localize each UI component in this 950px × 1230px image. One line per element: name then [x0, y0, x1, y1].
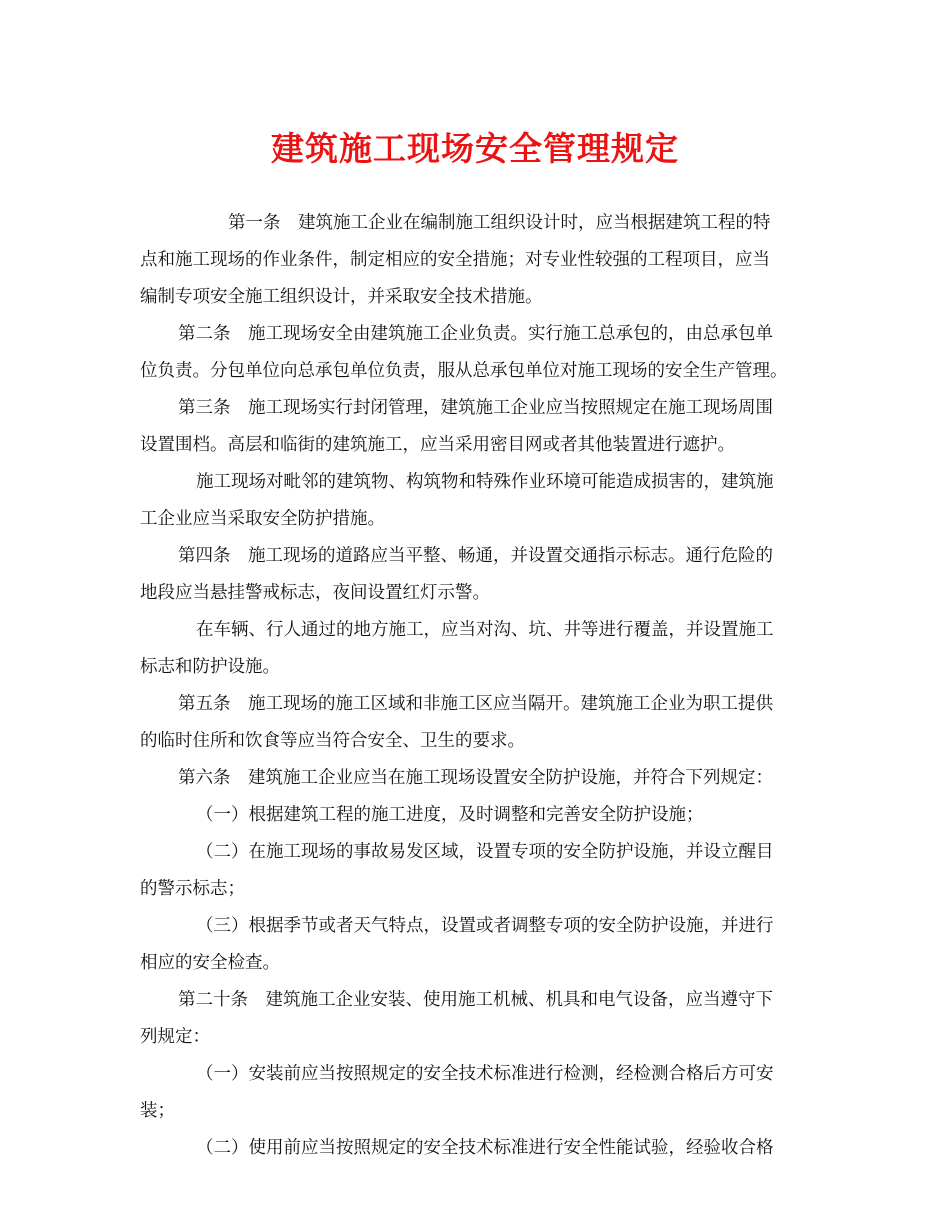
- body-line: 点和施工现场的作业条件，制定相应的安全措施；对专业性较强的工程项目，应当: [140, 250, 770, 270]
- body-line: 地段应当悬挂警戒标志，夜间设置红灯示警。: [140, 583, 490, 603]
- body-line: 第五条 施工现场的施工区域和非施工区应当隔开。建筑施工企业为职工提供: [178, 694, 773, 714]
- body-line: 第二条 施工现场安全由建筑施工企业负责。实行施工总承包的，由总承包单: [178, 324, 773, 344]
- body-line: 列规定：: [140, 1027, 210, 1047]
- body-line: 第六条 建筑施工企业应当在施工现场设置安全防护设施，并符合下列规定：: [178, 768, 773, 788]
- body-line: （三）根据季节或者天气特点，设置或者调整专项的安全防护设施，并进行: [196, 916, 774, 936]
- body-line: 设置围档。高层和临街的建筑施工，应当采用密目网或者其他装置进行遮护。: [140, 435, 735, 455]
- body-line: 第一条 建筑施工企业在编制施工组织设计时，应当根据建筑工程的特: [228, 213, 771, 233]
- body-line: （二）使用前应当按照规定的安全技术标准进行安全性能试验，经验收合格: [196, 1138, 774, 1158]
- body-line: 第二十条 建筑施工企业安装、使用施工机械、机具和电气设备，应当遵守下: [178, 990, 773, 1010]
- body-line: （一）根据建筑工程的施工进度，及时调整和完善安全防护设施；: [196, 805, 704, 825]
- body-line: 位负责。分包单位向总承包单位负责，服从总承包单位对施工现场的安全生产管理。: [140, 361, 788, 381]
- body-line: （二）在施工现场的事故易发区域，设置专项的安全防护设施，并设立醒目: [196, 842, 774, 862]
- body-line: 在车辆、行人通过的地方施工，应当对沟、坑、井等进行覆盖，并设置施工: [196, 620, 774, 640]
- body-line: 工企业应当采取安全防护措施。: [140, 509, 385, 529]
- body-line: 施工现场对毗邻的建筑物、构筑物和特殊作业环境可能造成损害的，建筑施: [196, 472, 774, 492]
- document-body: [140, 205, 820, 1167]
- body-line: 装；: [140, 1101, 175, 1121]
- body-line: 的警示标志；: [140, 879, 245, 899]
- document-title: 建筑施工现场安全管理规定: [271, 129, 679, 168]
- body-line: 第三条 施工现场实行封闭管理，建筑施工企业应当按照规定在施工现场周围: [178, 398, 773, 418]
- body-line: 标志和防护设施。: [140, 657, 280, 677]
- body-line: 的临时住所和饮食等应当符合安全、卫生的要求。: [140, 731, 525, 751]
- body-line: 第四条 施工现场的道路应当平整、畅通，并设置交通指示标志。通行危险的: [178, 546, 773, 566]
- body-line: 相应的安全检查。: [140, 953, 280, 973]
- body-line: 编制专项安全施工组织设计，并采取安全技术措施。: [140, 287, 543, 307]
- body-line: （一）安装前应当按照规定的安全技术标准进行检测，经检测合格后方可安: [196, 1064, 774, 1084]
